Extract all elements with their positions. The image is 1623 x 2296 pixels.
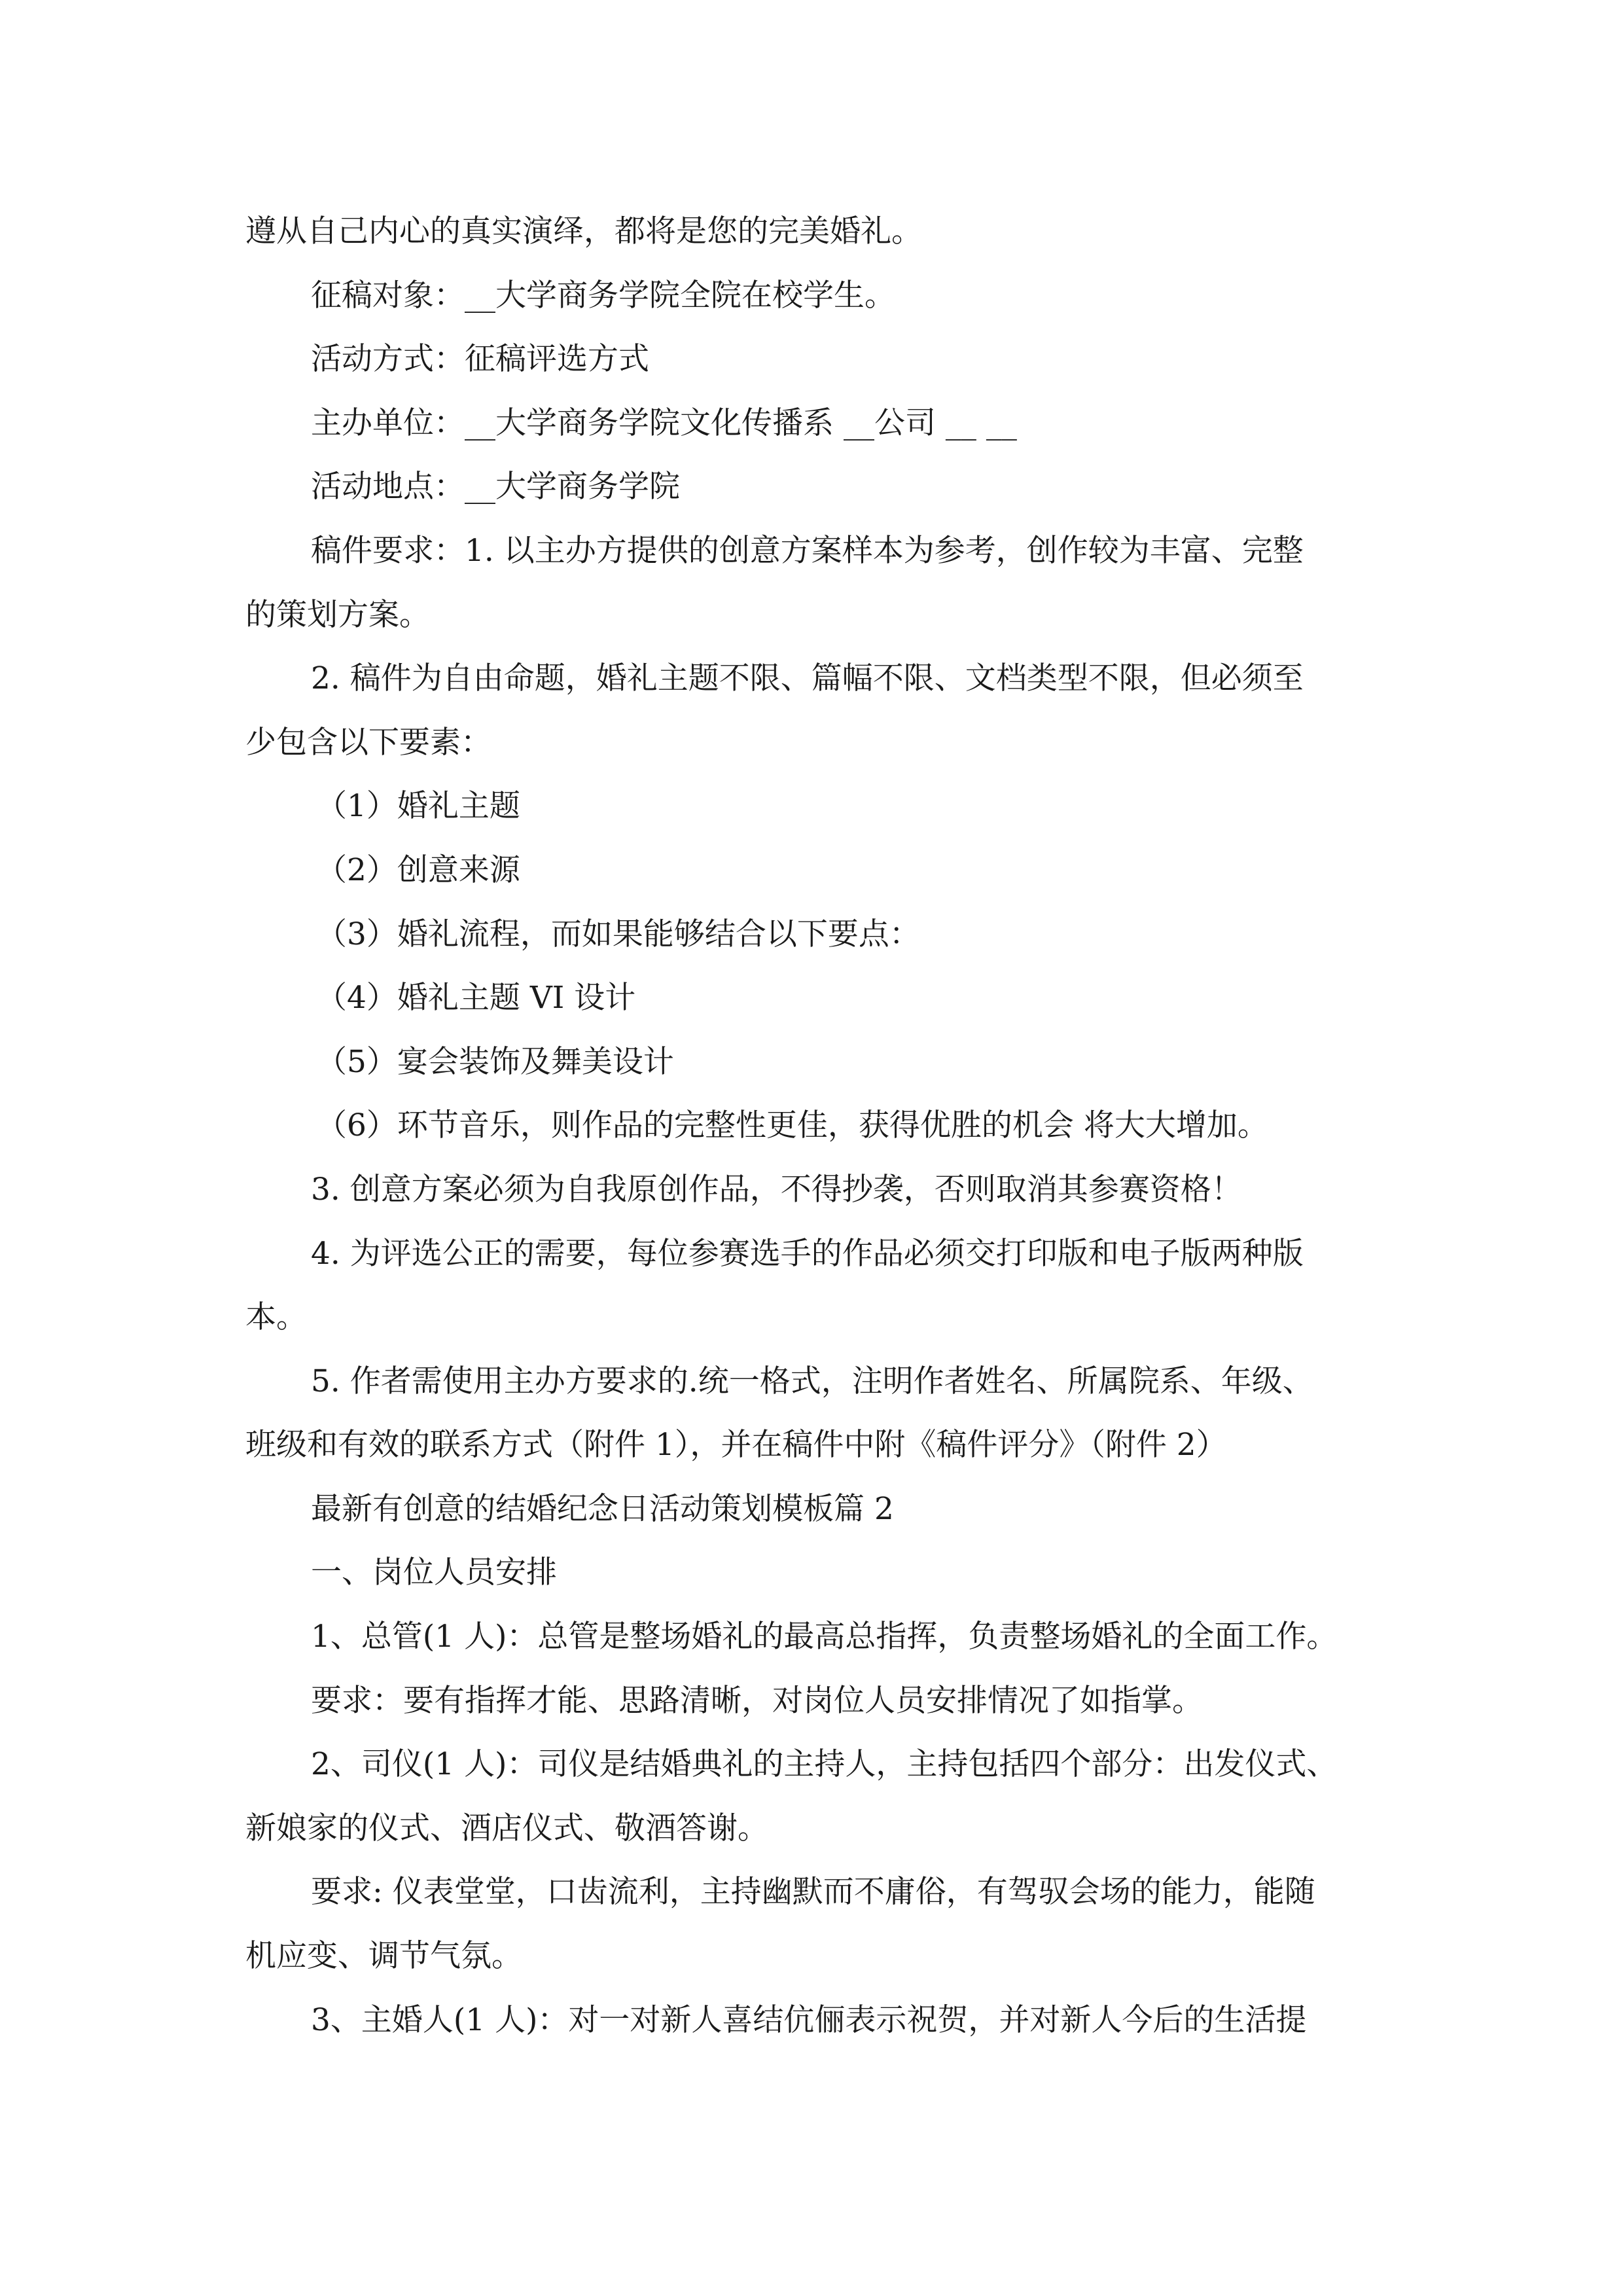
paragraph-line: 少包含以下要素： [245, 724, 491, 761]
list-item: （3）婚礼流程，而如果能够结合以下要点： [316, 916, 920, 952]
list-item: （6）环节音乐，则作品的完整性更佳，获得优胜的机会 将大大增加。 [316, 1107, 1268, 1144]
paragraph-line: 5. 作者需使用主办方要求的.统一格式，注明作者姓名、所属院系、年级、 [311, 1363, 1313, 1399]
paragraph-line: 3、主婚人(1 人)：对一对新人喜结伉俪表示祝贺，并对新人今后的生活提 [311, 2001, 1307, 2038]
paragraph-line: 遵从自己内心的真实演绎，都将是您的完美婚礼。 [245, 213, 922, 249]
paragraph-line: 活动方式：征稿评选方式 [311, 341, 649, 378]
document-body [245, 200, 1397, 2052]
paragraph-line: 本。 [245, 1299, 307, 1336]
paragraph-line: 征稿对象：__大学商务学院全院在校学生。 [311, 277, 895, 314]
paragraph-line: 主办单位：__大学商务学院文化传播系 __公司 __ __ [311, 404, 1017, 441]
paragraph-line: 1、总管(1 人)：总管是整场婚礼的最高总指挥，负责整场婚礼的全面工作。 [311, 1619, 1338, 1655]
paragraph-line: 的策划方案。 [245, 596, 430, 633]
section-heading: 一、岗位人员安排 [311, 1554, 557, 1591]
section-title: 最新有创意的结婚纪念日活动策划模板篇 2 [311, 1490, 894, 1527]
paragraph-line: 3. 创意方案必须为自我原创作品，不得抄袭，否则取消其参赛资格！ [311, 1171, 1242, 1208]
paragraph-line: 稿件要求：1. 以主办方提供的创意方案样本为参考，创作较为丰富、完整 [311, 532, 1304, 569]
paragraph-line: 2. 稿件为自由命题，婚礼主题不限、篇幅不限、文档类型不限，但必须至 [311, 660, 1304, 697]
list-item: （1）婚礼主题 [316, 788, 520, 825]
paragraph-line: 活动地点：__大学商务学院 [311, 469, 680, 505]
paragraph-line: 4. 为评选公正的需要，每位参赛选手的作品必须交打印版和电子版两种版 [311, 1235, 1304, 1272]
paragraph-line: 要求：要有指挥才能、思路清晰，对岗位人员安排情况了如指掌。 [311, 1682, 1203, 1719]
paragraph-line: 要求: 仪表堂堂，口齿流利，主持幽默而不庸俗，有驾驭会场的能力，能随 [311, 1874, 1315, 1910]
paragraph-line: 班级和有效的联系方式（附件 1），并在稿件中附《稿件评分》（附件 2） [245, 1427, 1227, 1463]
paragraph-line: 2、司仪(1 人)：司仪是结婚典礼的主持人，主持包括四个部分：出发仪式、 [311, 1746, 1338, 1783]
paragraph-line: 机应变、调节气氛。 [245, 1938, 522, 1975]
list-item: （5）宴会装饰及舞美设计 [316, 1043, 674, 1080]
paragraph-line: 新娘家的仪式、酒店仪式、敬酒答谢。 [245, 1810, 768, 1846]
list-item: （2）创意来源 [316, 852, 520, 888]
list-item: （4）婚礼主题 VI 设计 [316, 980, 636, 1016]
